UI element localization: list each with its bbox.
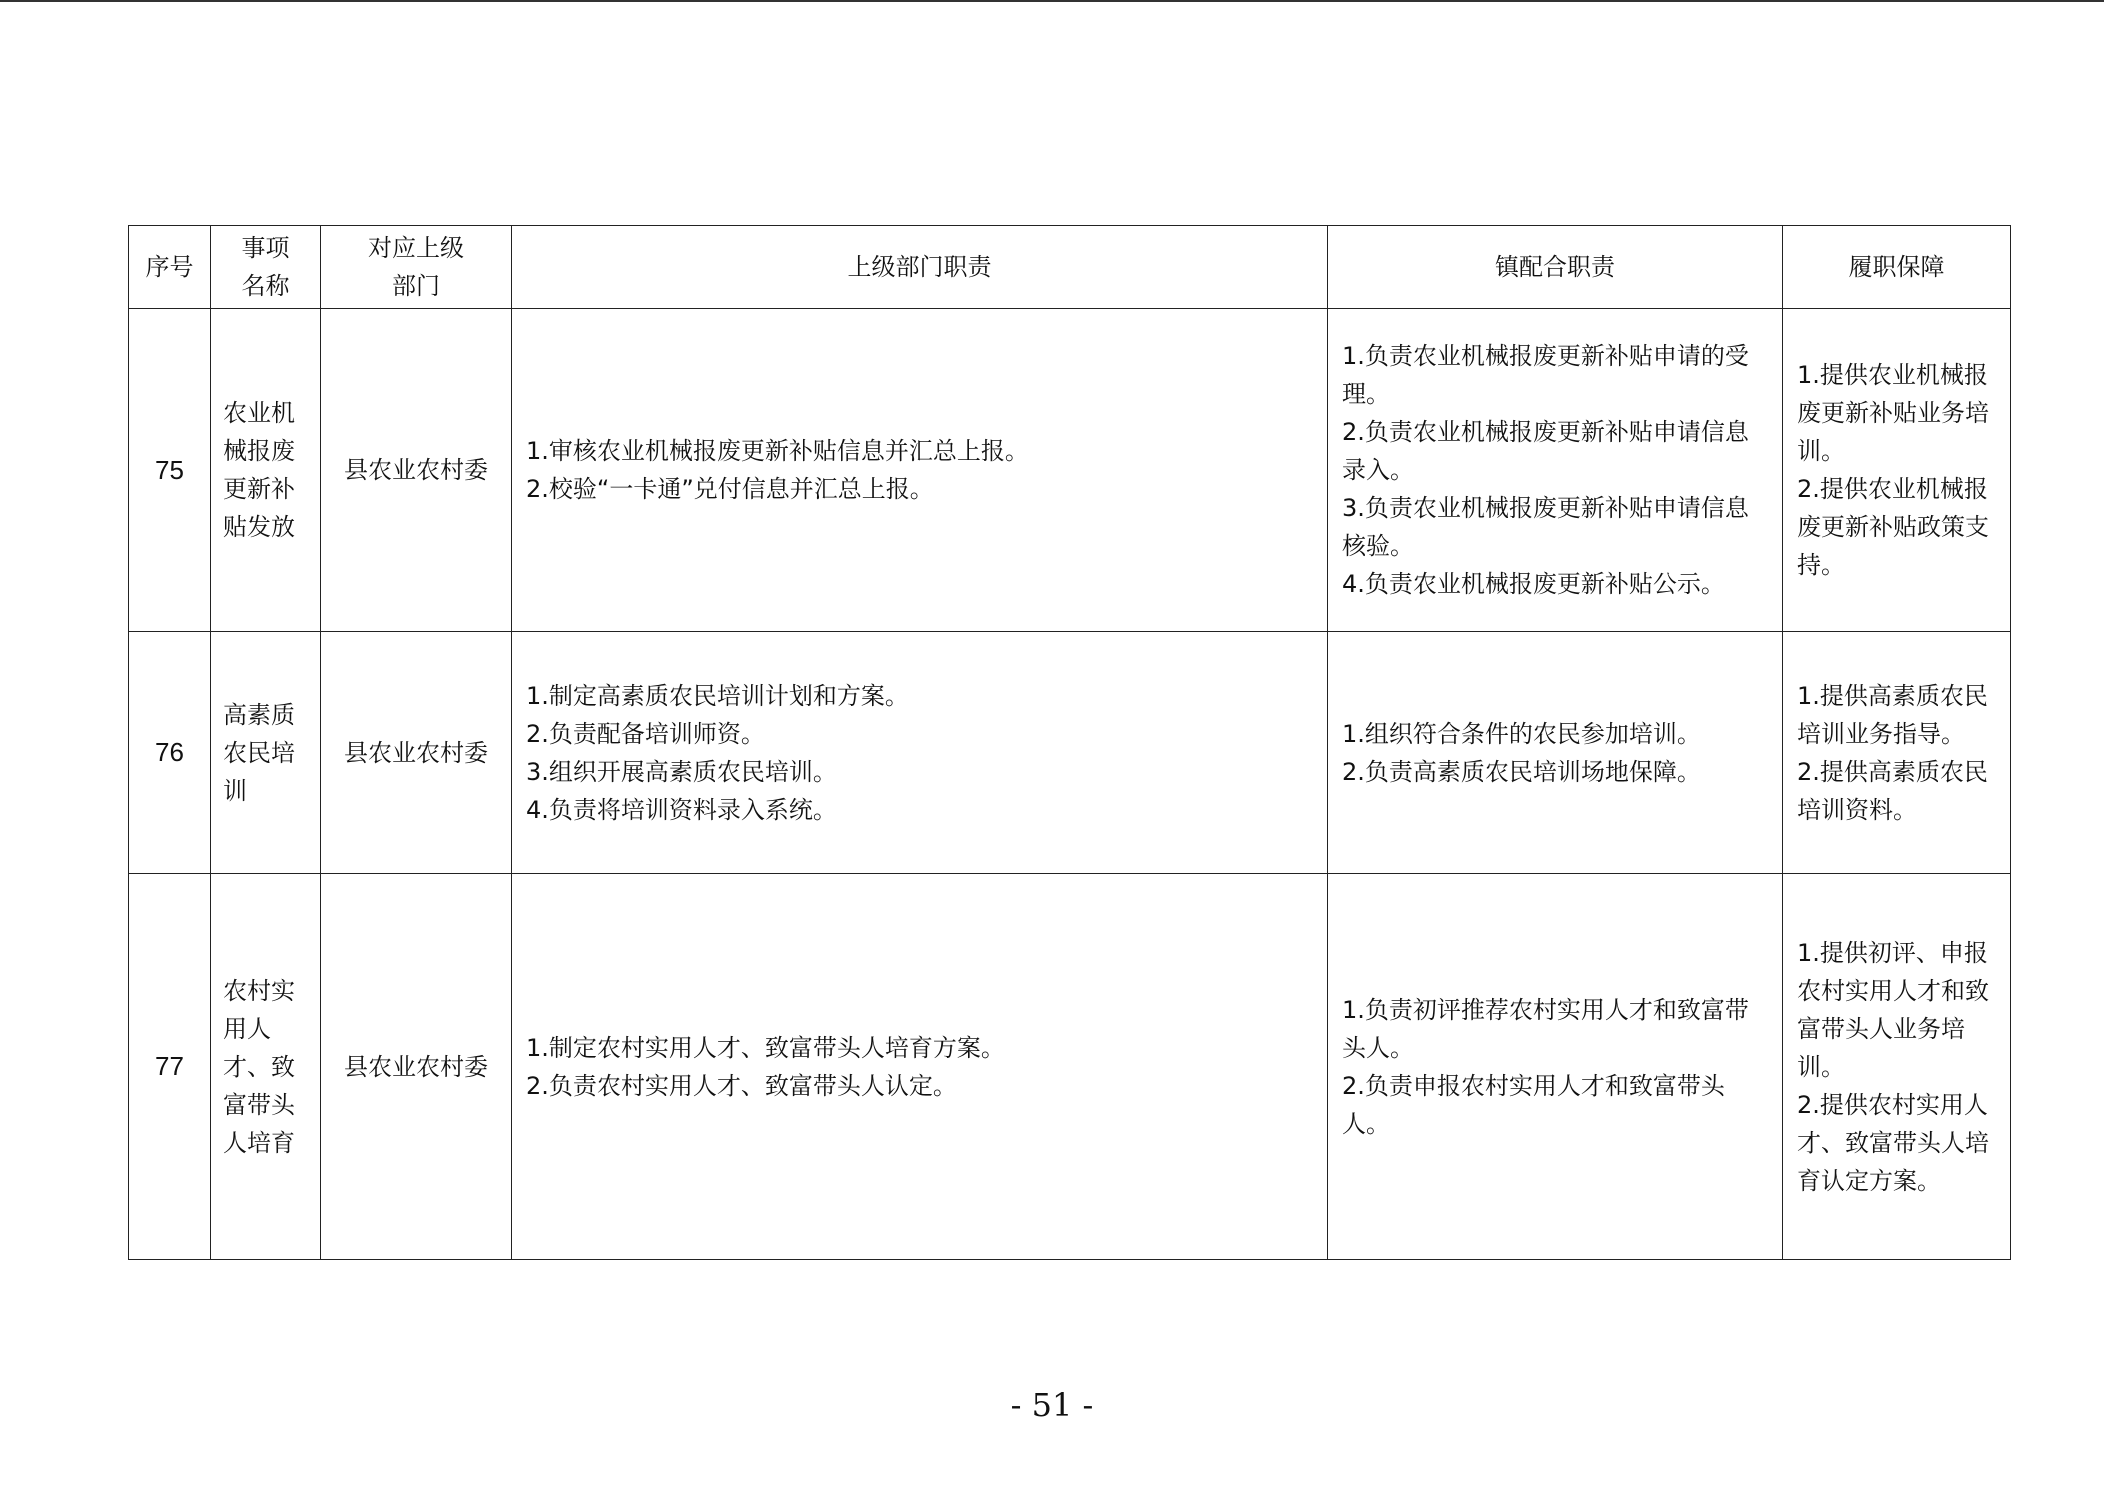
- duty-line: 4.负责农业机械报废更新补贴公示。: [1342, 570, 1725, 598]
- guarantee-line: 2.提供高素质农民培训资料。: [1797, 757, 1988, 824]
- item-name-line: 贴发放: [223, 513, 295, 541]
- item-name-line: 械报废: [223, 437, 295, 465]
- duty-line: 1.负责农业机械报废更新补贴申请的受理。: [1342, 342, 1749, 408]
- header-guarantee-label: 履职保障: [1848, 253, 1945, 281]
- header-guarantee: [1783, 226, 2011, 309]
- duty-line: 3.负责农业机械报废更新补贴申请信息核验。: [1342, 494, 1749, 560]
- row-town-duties: [1328, 632, 1783, 874]
- guarantee-line: 1.提供高素质农民培训业务指导。: [1797, 681, 1988, 748]
- duty-line: 1.审核农业机械报废更新补贴信息并汇总上报。: [526, 437, 1029, 465]
- row-serial-value: 76: [155, 737, 184, 767]
- header-item-name: [211, 226, 321, 309]
- item-name-line: 用人: [223, 1014, 271, 1043]
- duty-line: 2.负责农业机械报废更新补贴申请信息录入。: [1342, 418, 1749, 484]
- row-town-duties: [1328, 874, 1783, 1260]
- duty-line: 1.负责初评推荐农村实用人才和致富带头人。: [1342, 995, 1749, 1062]
- item-name-line: 训: [223, 776, 247, 805]
- table-row: [129, 874, 2011, 1260]
- row-item-name: [211, 309, 321, 632]
- row-upper-duties: [512, 874, 1328, 1260]
- header-town-duties-label: 镇配合职责: [1495, 253, 1615, 281]
- header-dept-line: 对应上级: [368, 234, 464, 262]
- row-item-name: [211, 874, 321, 1260]
- header-town-duties: [1328, 226, 1783, 309]
- header-serial-label: 序号: [145, 253, 194, 281]
- row-guarantee: [1783, 632, 2011, 874]
- item-name-line: 高素质: [223, 700, 295, 729]
- guarantee-line: 2.提供农业机械报废更新补贴政策支持。: [1797, 475, 1989, 579]
- guarantee-line: 1.提供农业机械报废更新补贴业务培训。: [1797, 361, 1989, 465]
- row-item-name: [211, 632, 321, 874]
- item-name-line: 农民培: [223, 738, 295, 767]
- item-name-line: 更新补: [223, 475, 295, 503]
- header-item-name-line: 事项: [241, 234, 290, 262]
- row-serial-value: 77: [155, 1051, 184, 1081]
- row-dept-value: 县农业农村委: [344, 738, 488, 767]
- row-serial: [129, 874, 211, 1260]
- row-guarantee: [1783, 874, 2011, 1260]
- row-dept: [321, 874, 512, 1260]
- row-guarantee: [1783, 309, 2011, 632]
- item-name-line: 才、致: [223, 1052, 295, 1081]
- duty-line: 2.负责高素质农民培训场地保障。: [1342, 757, 1701, 786]
- header-item-name-line: 名称: [241, 272, 290, 300]
- row-dept: [321, 309, 512, 632]
- duty-line: 2.负责申报农村实用人才和致富带头人。: [1342, 1071, 1725, 1138]
- duty-line: 1.组织符合条件的农民参加培训。: [1342, 719, 1701, 748]
- guarantee-line: 2.提供农村实用人才、致富带头人培育认定方案。: [1797, 1090, 1989, 1195]
- row-upper-duties: [512, 632, 1328, 874]
- table-header-row: [129, 226, 2011, 309]
- header-upper-duties: [512, 226, 1328, 309]
- header-upper-duties-label: 上级部门职责: [847, 253, 992, 281]
- row-upper-duties: [512, 309, 1328, 632]
- item-name-line: 农村实: [223, 976, 295, 1005]
- row-dept-value: 县农业农村委: [344, 456, 488, 484]
- row-serial-value: 75: [155, 454, 184, 485]
- duty-line: 1.制定农村实用人才、致富带头人培育方案。: [526, 1033, 1005, 1062]
- table-row: [129, 632, 2011, 874]
- duty-table: [128, 225, 2011, 1260]
- page-number: - 51 -: [1010, 1386, 1094, 1424]
- item-name-line: 人培育: [223, 1128, 295, 1157]
- duty-line: 2.负责农村实用人才、致富带头人认定。: [526, 1071, 957, 1100]
- row-dept-value: 县农业农村委: [344, 1052, 488, 1081]
- header-serial: [129, 226, 211, 309]
- header-dept: [321, 226, 512, 309]
- row-serial: [129, 632, 211, 874]
- row-town-duties: [1328, 309, 1783, 632]
- duty-line: 2.负责配备培训师资。: [526, 719, 765, 748]
- item-name-line: 富带头: [223, 1090, 295, 1119]
- duty-line: 4.负责将培训资料录入系统。: [526, 795, 837, 824]
- table-row: [129, 309, 2011, 632]
- guarantee-line: 1.提供初评、申报农村实用人才和致富带头人业务培训。: [1797, 938, 1989, 1081]
- header-dept-line: 部门: [392, 272, 440, 300]
- row-serial: [129, 309, 211, 632]
- duty-line: 3.组织开展高素质农民培训。: [526, 757, 837, 786]
- item-name-line: 农业机: [223, 399, 295, 427]
- duty-line: 1.制定高素质农民培训计划和方案。: [526, 681, 909, 710]
- duty-line: 2.校验“一卡通”兑付信息并汇总上报。: [526, 475, 934, 503]
- row-dept: [321, 632, 512, 874]
- top-border-line: [0, 0, 2104, 2]
